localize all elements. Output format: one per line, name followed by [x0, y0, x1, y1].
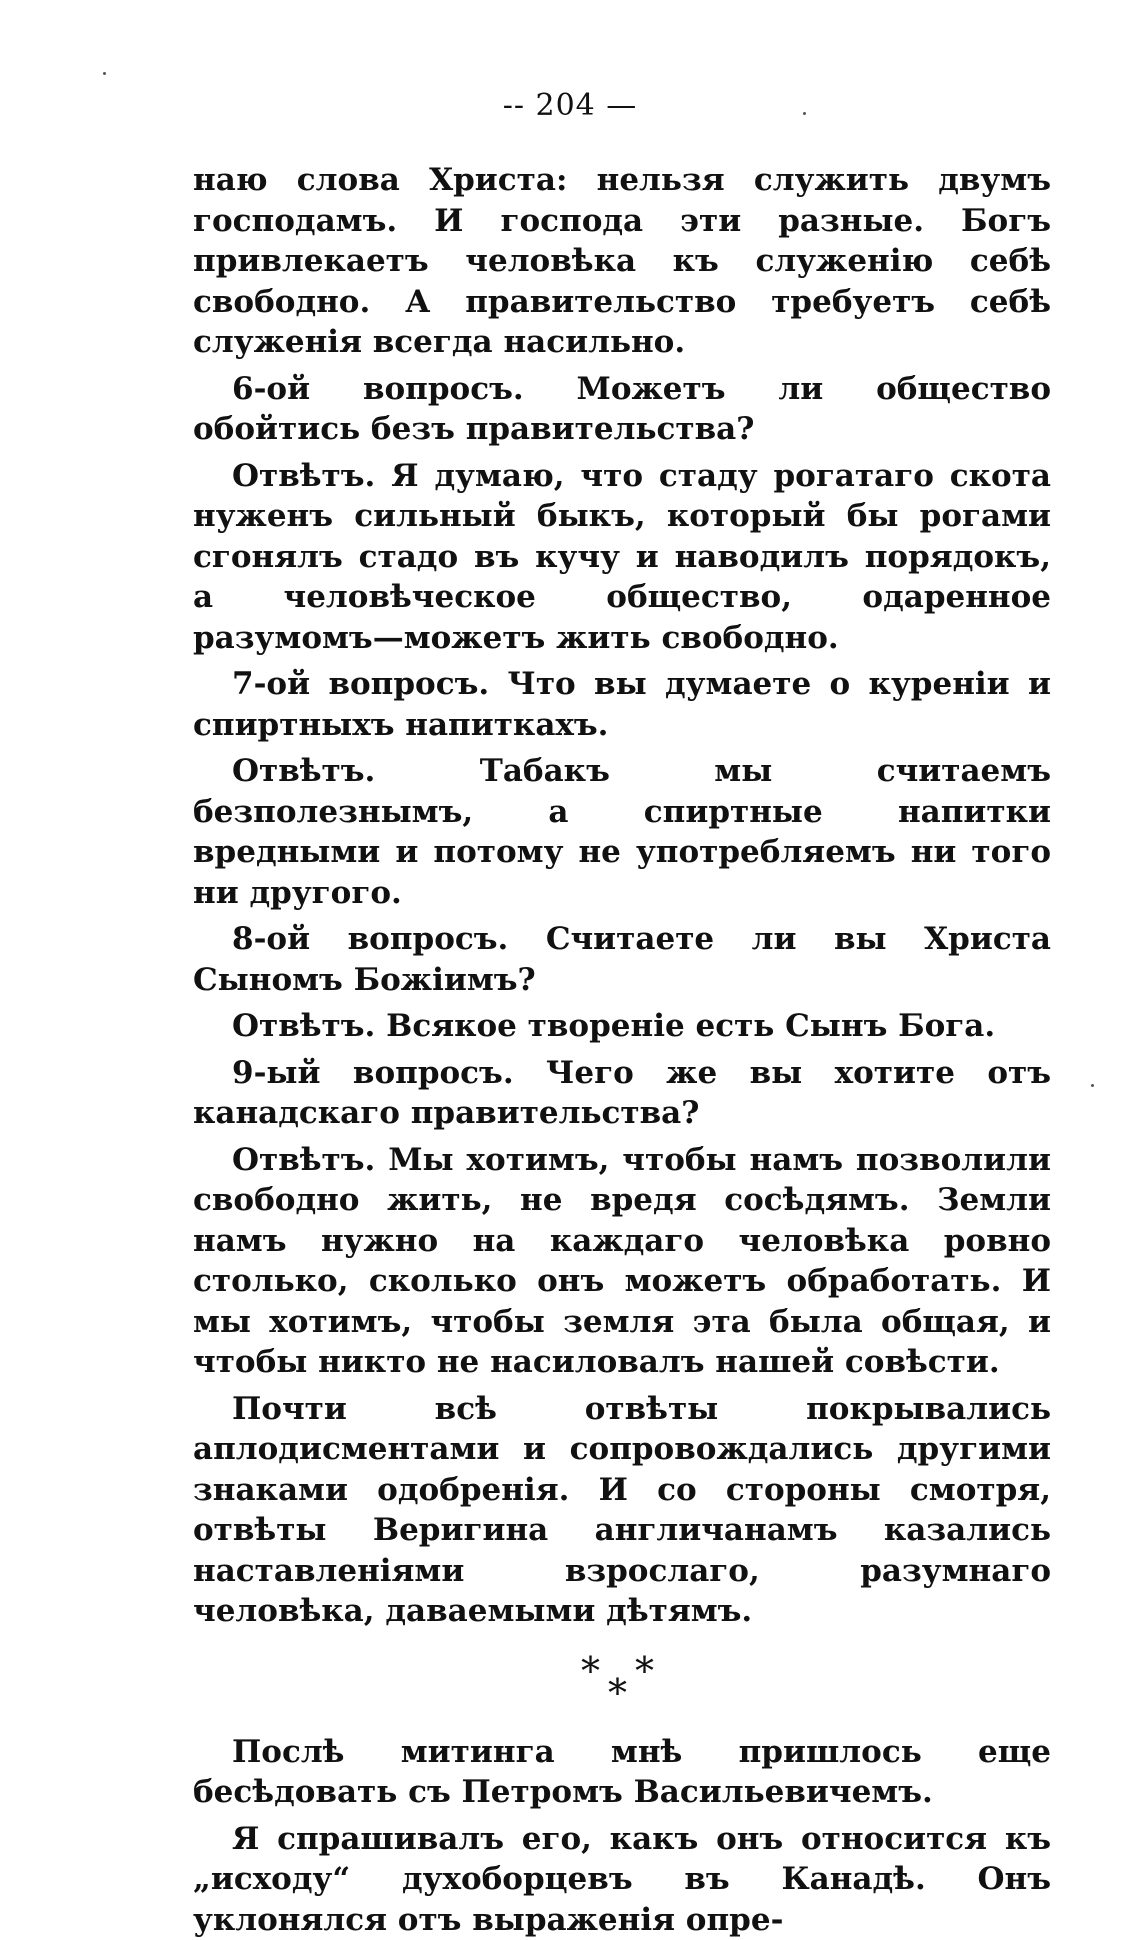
paragraph-narration: Почти всѣ отвѣты покрывались аплодисментами и сопровождались другими знаками одобренія. И со стороны смотря, отвѣты Веригина англичанамъ казались наставленіями взрослаго, разумнаго человѣка, даваемыми дѣтямъ. [193, 1389, 1051, 1632]
asterisk-icon: * [608, 1674, 627, 1712]
asterisk-icon: * [635, 1652, 654, 1690]
paragraph-question-8: 8-ой вопросъ. Считаете ли вы Христа Сыномъ Божіимъ? [193, 919, 1051, 1000]
paragraph-answer-8: Отвѣтъ. Всякое твореніе есть Сынъ Бога. [193, 1006, 1051, 1047]
paragraph-question-exodus: Я спрашивалъ его, какъ онъ относится къ „исходу“ духоборцевъ въ Канадѣ. Онъ уклонялся отъ выраженія опре- [193, 1819, 1051, 1940]
paragraph-question-7: 7-ой вопросъ. Что вы думаете о куреніи и спиртныхъ напиткахъ. [193, 664, 1051, 745]
paper-speck [1091, 1084, 1094, 1087]
paragraph-answer-9: Отвѣтъ. Мы хотимъ, чтобы намъ позволили свободно жить, не вредя сосѣдямъ. Земли намъ нужно на каждаго человѣка ровно столько, сколько онъ можетъ обработать. И мы хотимъ, чтобы земля эта была общая, и чтобы никто не насиловалъ нашей совѣсти. [193, 1140, 1051, 1383]
paragraph-answer-7: Отвѣтъ. Табакъ мы считаемъ безполезнымъ, а спиртные напитки вредными и потому не употребляемъ ни того ни другого. [193, 751, 1051, 913]
page-number: -- 204 — [0, 88, 1140, 123]
paragraph-question-6: 6-ой вопросъ. Можетъ ли общество обойтись безъ правительства? [193, 369, 1051, 450]
paragraph-question-9: 9-ый вопросъ. Чего же вы хотите отъ канадскаго правительства? [193, 1053, 1051, 1134]
paragraph-continuation: наю слова Христа: нельзя служить двумъ господамъ. И господа эти разные. Богъ привлекаетъ человѣка къ служенію себѣ свободно. А правительство требуетъ себѣ служенія всегда насильно. [193, 160, 1051, 363]
paragraph-answer-6: Отвѣтъ. Я думаю, что стаду рогатаго скота нуженъ сильный быкъ, который бы рогами сгонялъ стадо въ кучу и наводилъ порядокъ, а человѣческое общество, одаренное разумомъ—можетъ жить свободно. [193, 456, 1051, 659]
asterisk-icon: * [581, 1652, 600, 1690]
section-separator [193, 1644, 1051, 1722]
page-body [193, 160, 1051, 1940]
paper-speck [803, 112, 806, 115]
paragraph-after-meeting: Послѣ митинга мнѣ пришлось еще бесѣдовать съ Петромъ Васильевичемъ. [193, 1732, 1051, 1813]
paper-speck [103, 72, 106, 75]
